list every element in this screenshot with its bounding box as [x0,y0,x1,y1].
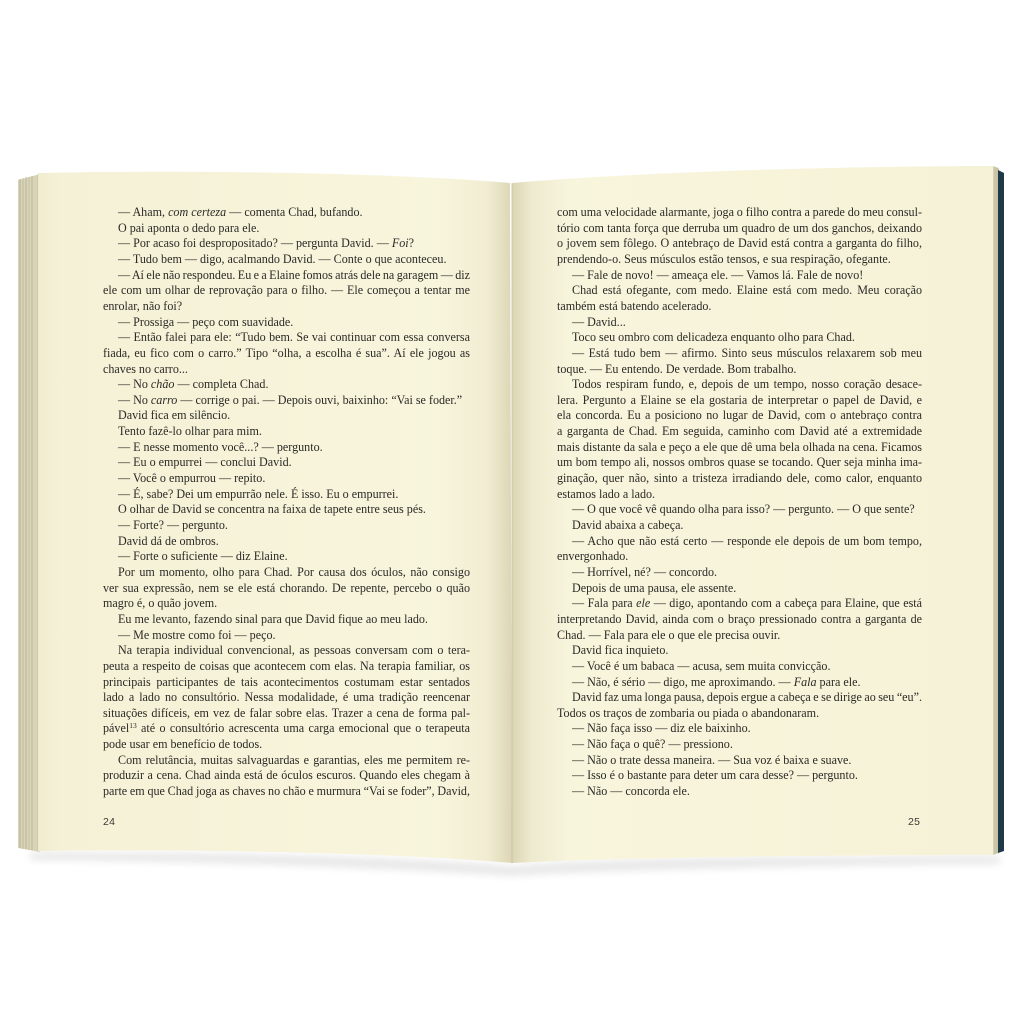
line-text: envergonhado. [557,549,629,564]
text-line [557,628,780,644]
text-line [103,706,470,722]
line-text: peuta a respeito de coisas que acontecem com elas. Na terapia familiar, os [103,658,470,673]
line-text: Tento fazê-lo olhar para mim. [118,424,262,439]
text-run: — comenta Chad, bufando. [226,205,363,219]
line-text: tório com tanta força que derruba um quadro de um dos ganchos, deixando [557,220,922,235]
line-text: também está batendo acelerado. [557,298,712,313]
line-text [118,236,414,250]
text-line [103,596,217,612]
text-line [103,690,470,706]
text-line [118,549,288,565]
line-text: — Tudo bem — digo, acalmando David. — Conte o que aconteceu. [118,251,447,266]
line-text: — Me mostre como foi — peço. [118,627,276,642]
line-text: — Prossiga — peço com suavidade. [118,314,294,329]
text-line [557,236,922,252]
text-line [572,737,733,753]
line-text: Chad está ofegante, com medo. Elaine está com medo. Meu coração [572,283,922,298]
text-line [103,721,470,737]
text-line [118,252,447,268]
text-line [103,784,470,800]
text-line [118,487,398,503]
text-line [572,690,922,706]
text-run: — Aham, [118,205,169,219]
italic-text: Foi [391,236,409,251]
text-line [572,784,690,800]
line-text: parte em que Chad joga as chaves no chão e murmura “Vai se foder”, David, [103,784,470,799]
text-line [572,502,915,518]
line-text: ginação, quer não, sinto a tristeza irradiando dele, como calor, enquanto [557,471,922,486]
line-text: com uma velocidade alarmante, joga o filho contra a parede do meu consul- [557,205,922,219]
text-line [118,643,470,659]
line-text [572,596,922,610]
text-line [557,424,922,440]
line-text: David dá de ombros. [118,533,219,548]
line-text: pode usar em benefício de todos. [103,737,263,752]
line-text: Com relutância, muitas salvaguardas e garantias, eles me permitem re- [118,752,470,767]
text-line [118,534,219,550]
line-text: Na terapia individual convencional, as pessoas conversam com o tera- [118,643,470,658]
text-line [557,252,891,268]
line-text: estamos lado a lado. [557,486,656,501]
line-text: — Fale de novo! — ameaça ele. — Vamos lá. Fale de novo! [572,267,864,282]
text-line [572,753,851,769]
footnote-marker: 13 [129,721,137,731]
text-line [572,315,626,331]
line-text: Todos os traços de zombaria ou piada o abandonaram. [557,705,820,720]
line-text: magro é, o quão jovem. [103,596,218,611]
text-line [118,612,428,628]
text-run: — No [118,377,151,392]
line-text: — David... [572,314,626,329]
line-text: David faz uma longa pausa, depois ergue a cabeça e se dirige ao seu “eu”. [572,690,922,705]
text-line [572,283,922,299]
text-line [572,565,717,581]
line-text: — Está tudo bem — afirmo. Sinto seus músculos relaxarem sob meu [572,345,922,360]
line-text [118,377,268,391]
text-line [103,283,470,299]
text-run: pável [103,721,130,736]
text-line [103,675,470,691]
line-text: O pai aponta o dedo para ele. [118,220,260,235]
line-text: Por um momento, olho para Chad. Por causa dos óculos, não consigo [118,564,470,579]
text-line [118,565,470,581]
text-run: — digo, apontando com a cabeça para Elaine, que está [650,596,922,611]
text-line [572,675,861,691]
text-line [557,221,922,237]
text-line [118,268,470,284]
line-text: ela concorda. Eu a posiciono no lugar de David, com o antebraço contra [557,408,922,423]
line-text [118,393,462,407]
line-text: — Não o trate dessa maneira. — Sua voz é baixa e suave. [572,752,852,767]
text-line [572,659,830,675]
line-text: lado a lado no consultório. Nessa modalidade, é uma tradição reencenar [103,690,470,705]
text-line [557,455,922,471]
italic-text: chão [150,377,175,392]
line-text: principais participantes de tais acontecimentos costumam estar sentados [103,674,470,689]
text-line [118,424,262,440]
line-text: — Você é um babaca — acusa, sem muita convicção. [572,658,831,673]
text-line [572,268,863,284]
text-line [572,346,922,362]
text-line [557,487,655,503]
line-text: — Aí ele não respondeu. Eu e a Elaine fomos atrás dele na garagem — diz [118,267,470,282]
line-text: Chad. — Fala para ele o que ele precisa ouvir. [557,627,781,642]
text-line [118,455,292,471]
line-text: — Forte o suficiente — diz Elaine. [118,549,288,564]
text-line [118,330,470,346]
text-line [118,471,265,487]
text-line [118,221,259,237]
text-run: — Por acaso foi despropositado? — pergunta David. — [118,236,392,251]
text-line [118,628,276,644]
line-text: — Não faça isso — diz ele baixinho. [572,721,751,736]
text-line [557,549,628,565]
text-line [572,581,736,597]
text-line [557,612,922,628]
line-text [572,675,861,689]
line-text: fiada, eu fico com o carro.” Tipo “olha, a escolha é sua”. Aí ele jogou as [103,345,470,360]
line-text: — Isso é o bastante para deter um cara desse? — pergunto. [572,768,858,783]
text-line [118,440,323,456]
text-run: ? [408,236,415,251]
italic-text: Fala [793,674,817,689]
line-text: — Eu o empurrei — conclui David. [118,455,292,470]
text-line [118,518,228,534]
line-text: um bom tempo ali, nossos ombros quase se tocando. Quer seja minha ima- [557,455,922,470]
text-line [103,768,470,784]
text-run: — Não, é sério — digo, me aproximando. — [572,674,794,689]
text-line [557,440,922,456]
line-text: ele com um olhar de reprovação para o filho. — Ele começou a tentar me [103,283,470,298]
book-cover-edge [998,170,1004,853]
text-line [118,205,363,221]
text-line [557,393,922,409]
line-text: O olhar de David se concentra na faixa de tapete entre seus pés. [118,502,426,517]
text-line [118,502,426,518]
text-line [572,596,922,612]
text-run: até o consultório acrescenta uma carga emocional que o terapeuta [136,721,470,736]
line-text [103,721,470,735]
text-run: — Fala para [572,596,637,611]
text-line [103,346,470,362]
text-line [557,205,922,221]
line-text: Eu me levanto, fazendo sinal para que David fique ao meu lado. [118,611,428,626]
italic-text: ele [636,596,651,611]
text-line [103,581,470,597]
line-text: David fica inquieto. [572,643,669,658]
line-text: produzir a cena. Chad ainda está de óculos escuros. Quando eles chegam à [103,768,470,783]
text-line [572,643,668,659]
line-text: — Acho que não está certo — responde ele depois de um bom tempo, [572,533,922,548]
text-line [572,330,855,346]
text-line [103,299,182,315]
text-line [557,706,819,722]
text-run: — completa Chad. [174,377,269,392]
line-text: — Forte? — pergunto. [118,518,228,532]
line-text: mais distante da sala e peço a ele que dê uma bela olhada na cena. Ficamos [557,439,922,454]
text-line [118,753,470,769]
line-text: chaves no carro... [103,361,188,376]
line-text: — E nesse momento você...? — pergunto. [118,439,323,454]
line-text: David fica em silêncio. [118,408,231,423]
line-text: — Não faça o quê? — pressiono. [572,737,733,752]
line-text: David abaixa a cabeça. [572,518,684,532]
line-text: Depois de uma pausa, ele assente. [572,580,737,595]
line-text: o jovem sem fôlego. O antebraço de David está contra a garganta do filho, [557,236,922,251]
line-text: — Horrível, né? — concordo. [572,564,718,579]
page-number: 25 [908,816,921,828]
italic-text: com certeza [168,205,227,219]
text-line [572,534,922,550]
line-text: — O que você vê quando olha para isso? — pergunto. — O que sente? [572,502,915,517]
line-text: interpretando David, ainda com o braço pressionado contra a garganta de [557,611,922,626]
line-text: — Você o empurrou — repito. [118,471,266,486]
line-text: a garganta de Chad. Em seguida, caminho com David até a extremidade [557,424,922,439]
page-text-right [557,205,922,805]
line-text: Todos respiram fundo, e, depois de um tempo, nosso coração desace- [572,377,922,392]
text-line [572,518,683,534]
text-line [118,393,462,409]
page-edges-left [18,174,40,852]
text-line [118,377,268,393]
line-text: ver sua expressão, nem se ele está chorando. De repente, percebo o quão [103,580,470,595]
text-line [557,362,796,378]
line-text [118,205,363,219]
text-line [572,377,922,393]
text-run: — No [118,392,151,407]
line-text: — Então falei para ele: “Tudo bem. Se vai continuar com essa conversa [118,330,470,345]
page-number: 24 [103,816,116,828]
page-text-left [103,205,470,805]
line-text: toque. — Eu entendo. De verdade. Bom trabalho. [557,361,797,376]
text-line [557,471,922,487]
text-run: — corrige o pai. — Depois ouvi, baixinho: “Vai se foder.” [177,392,463,407]
line-text: enrolar, não foi? [103,298,183,313]
text-line [572,768,858,784]
text-line [118,408,230,424]
line-text: — Não — concorda ele. [572,784,690,799]
italic-text: carro [150,392,178,407]
text-line [557,408,922,424]
line-text: lera. Pergunto a Elaine se ela gostaria de interpretar o papel de David, e [557,392,922,407]
text-line [103,362,188,378]
text-line [103,737,262,753]
text-line [118,236,414,252]
text-line [103,659,470,675]
line-text: Toco seu ombro com delicadeza enquanto olho para Chad. [572,330,855,345]
text-line [557,299,711,315]
line-text: — É, sabe? Dei um empurrão nele. É isso. Eu o empurrei. [118,486,399,501]
text-line [572,721,751,737]
line-text: prendendo-o. Seus músculos estão tensos, e sua respiração, ofegante. [557,251,891,266]
text-line [118,315,293,331]
line-text: situações difíceis, em vez de falar sobre elas. Trazer a cena de forma pal- [103,705,470,720]
text-run: para ele. [816,674,861,689]
